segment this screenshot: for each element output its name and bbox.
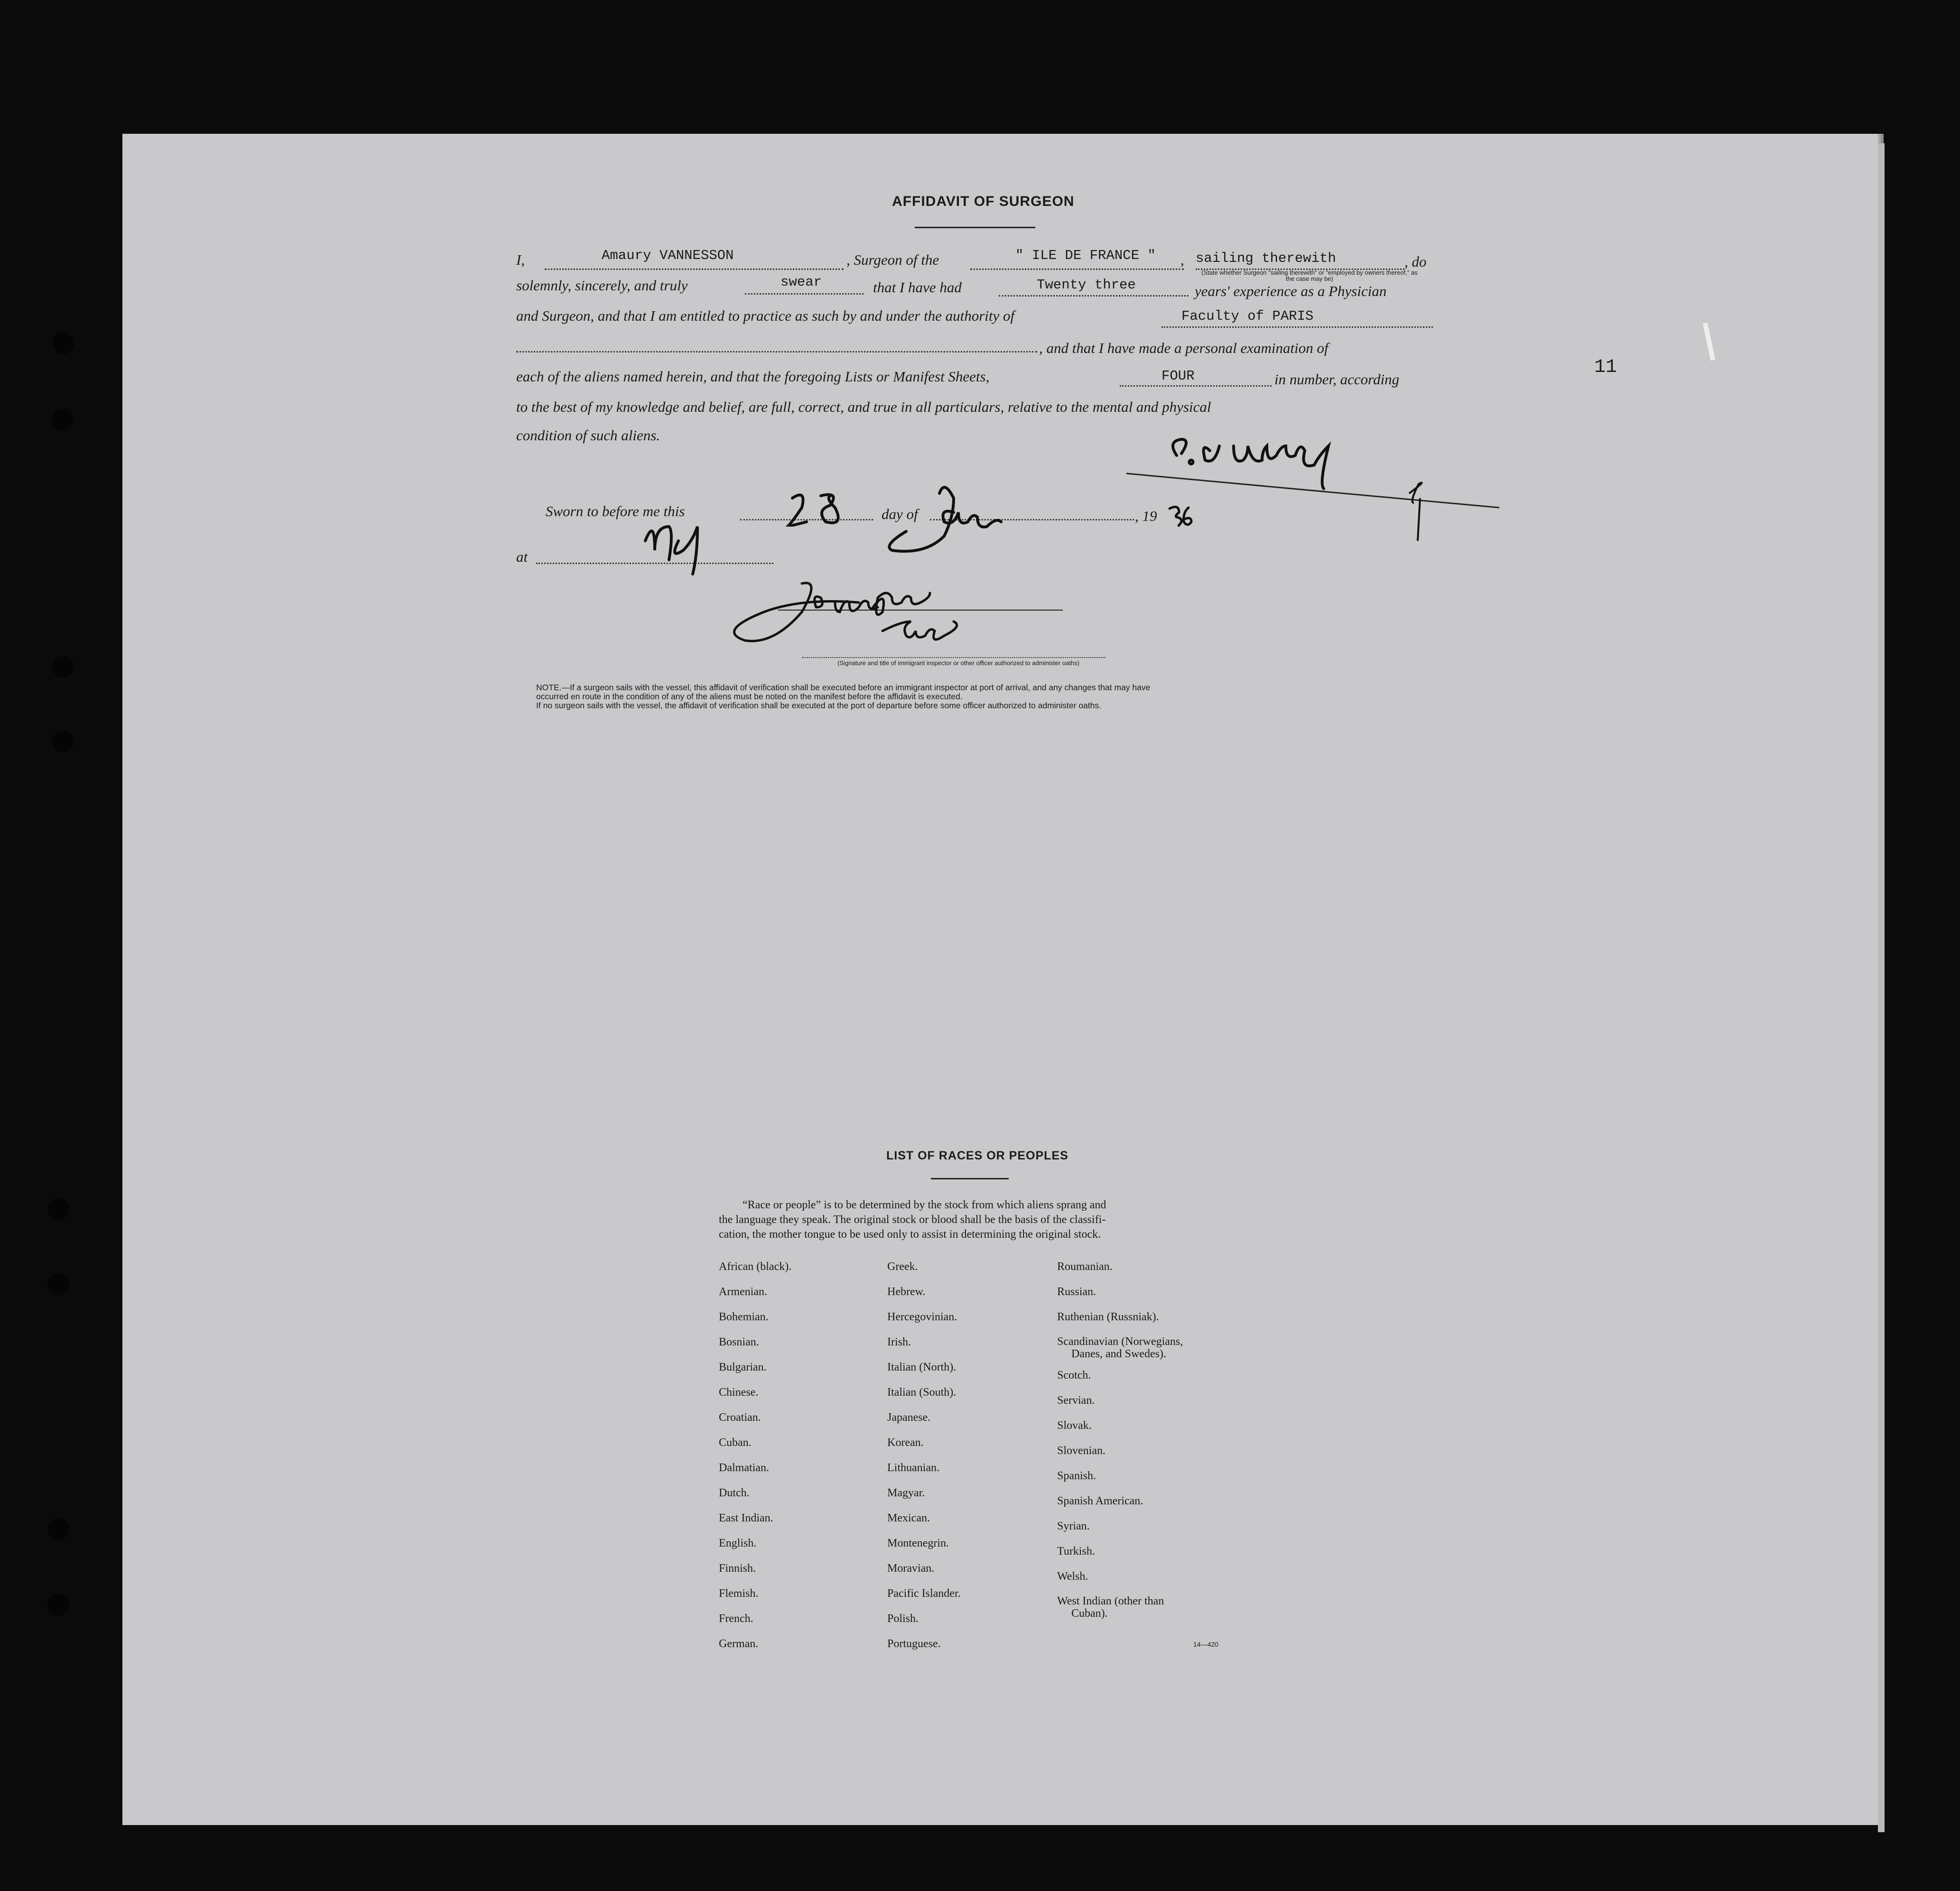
races-intro-3: cation, the mother tongue to be used only to assist in determining the original stock. xyxy=(719,1228,1101,1241)
race-item: African (black). xyxy=(719,1261,792,1273)
races-column-2 xyxy=(887,1254,961,1657)
race-item: Scotch. xyxy=(1057,1369,1091,1381)
race-item: Servian. xyxy=(1057,1394,1095,1407)
sheets-line xyxy=(1120,385,1272,387)
oath-word: swear xyxy=(780,274,822,290)
sheet-count: FOUR xyxy=(1161,368,1195,384)
race-item: Mexican. xyxy=(887,1512,930,1524)
binder-hole xyxy=(47,1518,69,1540)
race-item: Italian (South). xyxy=(887,1386,957,1399)
race-item: Flemish. xyxy=(719,1587,759,1600)
binder-hole xyxy=(47,1198,69,1220)
binder-hole xyxy=(52,409,74,431)
solemnly-text: solemnly, sincerely, and truly xyxy=(516,277,688,294)
officer-caption: (Signature and title of immigrant inspector or other officer authorized to administer oaths) xyxy=(837,659,1079,667)
note-line-2: occurred en route in the condition of any of the aliens must be noted on the manifest before the affidavit is executed. xyxy=(536,692,963,701)
race-item: Armenian. xyxy=(719,1286,767,1298)
surgeon-name: Amaury VANNESSON xyxy=(602,248,734,263)
race-item: West Indian (other than xyxy=(1057,1595,1164,1607)
authority: Faculty of PARIS xyxy=(1181,308,1314,324)
race-item: French. xyxy=(719,1613,753,1625)
years-text: years' experience as a Physician xyxy=(1195,283,1387,299)
day-of-text: day of xyxy=(882,506,918,522)
race-item: Cuban. xyxy=(719,1437,752,1449)
race-item: Hebrew. xyxy=(887,1286,926,1298)
race-item: Dalmatian. xyxy=(719,1462,769,1474)
sailing-status: sailing therewith xyxy=(1196,250,1336,266)
years-line xyxy=(999,295,1189,297)
affidavit-title: AFFIDAVIT OF SURGEON xyxy=(892,194,1075,209)
race-item: Bohemian. xyxy=(719,1311,769,1323)
name-line xyxy=(545,269,844,270)
sworn-month-handwritten xyxy=(882,484,1053,555)
race-item: Montenegrin. xyxy=(887,1537,949,1549)
race-item: Scandinavian (Norwegians, xyxy=(1057,1335,1183,1348)
binder-hole xyxy=(47,1594,69,1616)
at-text: at xyxy=(516,548,528,565)
sworn-text: Sworn to before me this xyxy=(546,503,685,519)
race-item: Bulgarian. xyxy=(719,1361,767,1373)
opening-I: I, xyxy=(516,251,525,268)
officer-signature xyxy=(721,579,1044,664)
page-edge xyxy=(1878,143,1885,1832)
race-item: Finnish. xyxy=(719,1562,756,1575)
race-item: Portuguese. xyxy=(887,1638,941,1650)
in-number-text: in number, according xyxy=(1274,371,1400,388)
binder-hole xyxy=(52,656,74,678)
race-item: Russian. xyxy=(1057,1286,1096,1298)
do-label: , do xyxy=(1404,253,1427,270)
races-title-underline xyxy=(931,1178,1009,1179)
races-title: LIST OF RACES OR PEOPLES xyxy=(886,1149,1068,1162)
binder-hole xyxy=(47,1274,69,1296)
race-item: Syrian. xyxy=(1057,1520,1090,1532)
race-item: Ruthenian (Russniak). xyxy=(1057,1311,1159,1323)
state-whether-note: (State whether Surgeon "sailing therewith" or "employed by owners thereof," as the case may be) xyxy=(1201,269,1418,282)
binder-hole xyxy=(52,731,74,752)
condition-text: condition of such aliens. xyxy=(516,427,660,444)
race-item: Danes, and Swedes). xyxy=(1071,1348,1166,1360)
race-item: Spanish. xyxy=(1057,1470,1096,1482)
sworn-year-handwritten xyxy=(1167,503,1200,531)
race-item: Moravian. xyxy=(887,1562,935,1575)
officer-dotted-line xyxy=(802,657,1105,658)
authority-line-2 xyxy=(516,351,1037,352)
binder-hole xyxy=(52,332,74,354)
races-intro-1: “Race or people” is to be determined by the stock from which aliens sprang and xyxy=(743,1199,1106,1211)
race-item: Irish. xyxy=(887,1336,911,1348)
ship-line xyxy=(970,269,1184,270)
race-item: English. xyxy=(719,1537,757,1549)
race-item: Croatian. xyxy=(719,1411,761,1424)
race-item: Dutch. xyxy=(719,1487,750,1499)
ship-name: " ILE DE FRANCE " xyxy=(1015,248,1156,263)
races-column-1 xyxy=(719,1254,791,1657)
best-knowledge-text: to the best of my knowledge and belief, are full, correct, and true in all particulars, relative to the mental and physical xyxy=(516,399,1211,415)
race-item: Chinese. xyxy=(719,1386,759,1399)
race-item: Italian (North). xyxy=(887,1361,957,1373)
race-item: Polish. xyxy=(887,1613,919,1625)
aliens-text: each of the aliens named herein, and that the foregoing Lists or Manifest Sheets, xyxy=(516,368,990,385)
title-underline xyxy=(915,227,1035,228)
years-experience: Twenty three xyxy=(1037,277,1136,293)
page-number: 11 xyxy=(1594,357,1617,378)
sworn-day-handwritten xyxy=(783,489,854,527)
race-item: Roumanian. xyxy=(1057,1261,1113,1273)
authority-line xyxy=(1161,326,1433,328)
examination-text: , and that I have made a personal examination of xyxy=(1039,340,1328,356)
race-item: Bosnian. xyxy=(719,1336,759,1348)
race-item: Korean. xyxy=(887,1437,924,1449)
sworn-place-handwritten xyxy=(636,512,721,588)
races-column-3 xyxy=(1057,1254,1183,1620)
race-item: Welsh. xyxy=(1057,1570,1088,1583)
race-item: Hercegovinian. xyxy=(887,1311,957,1323)
year-prefix: , 19 xyxy=(1135,508,1157,524)
races-intro-2: the language they speak. The original stock or blood shall be the basis of the classifi- xyxy=(719,1214,1106,1226)
comma: , xyxy=(1180,251,1184,268)
race-item: Magyar. xyxy=(887,1487,925,1499)
race-item: Spanish American. xyxy=(1057,1495,1143,1507)
and-surgeon-text: and Surgeon, and that I am entitled to practice as such by and under the authority of xyxy=(516,307,1015,324)
race-item: Japanese. xyxy=(887,1411,931,1424)
race-item: Greek. xyxy=(887,1261,918,1273)
note-line-3: If no surgeon sails with the vessel, the affidavit of verification shall be executed at the port of departure before some officer authorized to administer oaths. xyxy=(536,701,1101,710)
race-item: East Indian. xyxy=(719,1512,773,1524)
race-item: Slovak. xyxy=(1057,1419,1092,1432)
oath-line xyxy=(745,293,864,295)
race-item: Turkish. xyxy=(1057,1545,1095,1557)
document-page xyxy=(122,134,1878,1825)
race-item: German. xyxy=(719,1638,759,1650)
have-had-text: that I have had xyxy=(873,279,962,296)
race-item: Lithuanian. xyxy=(887,1462,939,1474)
race-item: Cuban). xyxy=(1071,1607,1108,1620)
race-item: Slovenian. xyxy=(1057,1445,1105,1457)
note-line-1: NOTE.—If a surgeon sails with the vessel, this affidavit of verification shall be executed before an immigrant inspector at port of arrival, and any changes that may have xyxy=(536,683,1151,692)
race-item: Pacific Islander. xyxy=(887,1587,961,1600)
surgeon-of-label: , Surgeon of the xyxy=(846,251,939,268)
form-number: 14—420 xyxy=(1193,1641,1218,1648)
